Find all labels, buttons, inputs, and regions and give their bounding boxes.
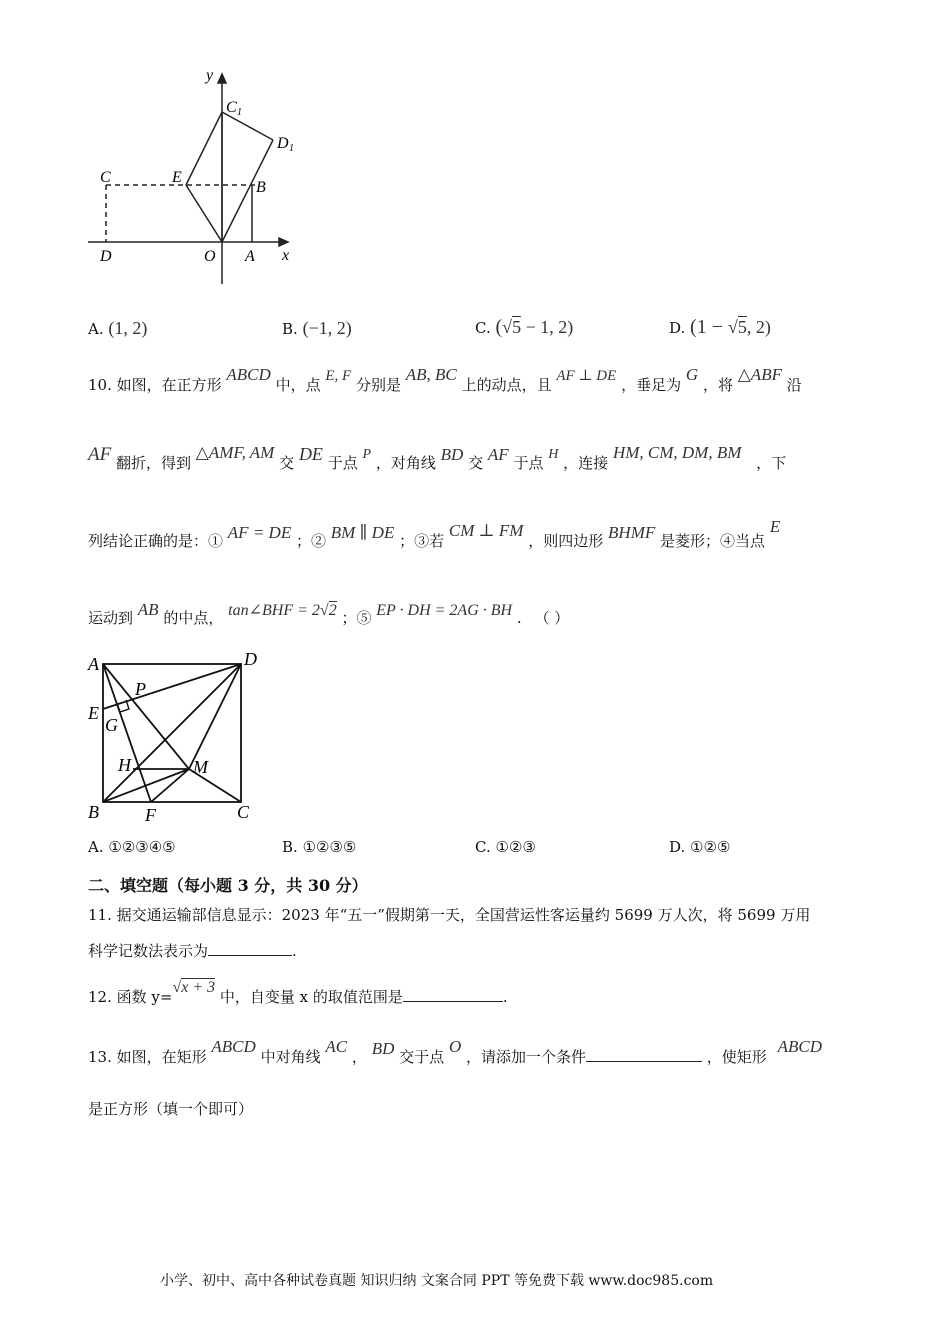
math-ab-bc: AB, BC [405, 365, 457, 384]
fig2-label-p: P [135, 679, 146, 699]
option-value-post: − 1, 2) [521, 317, 574, 337]
option-label: B. [282, 320, 298, 338]
q11-line2: 科学记数法表示为 . [88, 942, 297, 960]
math-tan: tan∠BHF = 2√2 [228, 602, 337, 619]
math-abcd: ABCD [226, 365, 271, 384]
fig1-label-x: x [282, 247, 290, 264]
figure-square-abcd [82, 645, 272, 825]
fig1-label-c: C [100, 169, 111, 186]
option-radicand: 5 [737, 317, 747, 337]
q13-answer-blank[interactable] [586, 1047, 702, 1062]
q9-option-b[interactable] [282, 318, 352, 339]
math-abcd: ABCD [211, 1037, 256, 1056]
option-value: (−1, 2) [302, 318, 352, 338]
fig2-label-f: F [145, 805, 156, 825]
math-lines: HM, CM, DM, BM [612, 443, 742, 462]
fig2-label-c: C [237, 802, 250, 822]
fig2-label-a: A [88, 654, 99, 674]
math-de: DE [298, 444, 323, 464]
q11-answer-blank[interactable] [208, 941, 292, 956]
q10-line4: 运动到 AB 的中点， tan∠BHF = 2√2 ；⑤ EP · DH = 2AG · BH . （ ） [88, 600, 570, 627]
math-ab: AB [137, 600, 159, 619]
math-conclusion-3: CM ⊥ FM [448, 521, 524, 540]
math-af-2: AF [487, 445, 509, 464]
q10-option-b[interactable]: B. ①②③⑤ [282, 838, 357, 856]
math-triangle-abf: △ABF [737, 365, 782, 384]
fig1-label-e: E [172, 169, 182, 186]
q13-line1: 13. 如图，在矩形 ABCD 中对角线 AC ， BD 交于点 O ，请添加一个条件 ，使矩形 ABCD [88, 1037, 822, 1066]
math-e: E [769, 517, 781, 536]
math-abcd-2: ABCD [777, 1037, 822, 1056]
fig2-label-g: G [105, 715, 118, 735]
q9-option-a[interactable] [88, 318, 147, 339]
q9-option-c[interactable]: C. (√5 − 1, 2) [475, 316, 574, 338]
math-conclusion-5: EP · DH = 2AG · BH [376, 602, 513, 619]
fig1-label-c1: C [226, 99, 237, 116]
math-o: O [448, 1037, 462, 1056]
math-bhmf: BHMF [608, 523, 656, 542]
math-ac: AC [325, 1037, 348, 1056]
fig1-label-d1: D [277, 135, 289, 152]
math-ef: E, F [325, 368, 352, 384]
math-p: P [362, 447, 372, 462]
option-radicand: 5 [512, 317, 522, 337]
footer-text: 小学、初中、高中各种试卷真题 知识归纳 文案合同 PPT 等免费下载 www.doc985.com [160, 1273, 714, 1289]
math-conclusion-2: BM ∥ DE [330, 523, 395, 542]
option-value-post: , 2) [746, 317, 771, 337]
q11-line1: 11. 据交通运输部信息显示：2023 年“五一”假期第一天，全国营运性客运量约 5699 万人次，将 5699 万用 [88, 906, 811, 924]
math-g: G [685, 365, 699, 384]
math-conclusion-1: AF = DE [227, 523, 292, 542]
option-value: (1, 2) [108, 318, 148, 338]
math-h: H [548, 447, 559, 462]
q9-option-d[interactable]: D. (1 − √5, 2) [669, 316, 771, 338]
q10-line1: 10. 如图，在正方形 ABCD 中，点 E, F 分别是 AB, BC 上的动点，且 AF ⊥ DE ，垂足为 G ，将 △ABF 沿 [88, 365, 802, 394]
fig1-label-y: y [206, 67, 214, 84]
q13-line2: 是正方形（填一个即可） [88, 1100, 254, 1118]
option-label: A. [88, 320, 104, 338]
fig1-label-b: B [256, 179, 266, 196]
fig2-label-b: B [88, 802, 99, 822]
option-value-pre: (1 − [690, 316, 728, 338]
math-bd: BD [440, 445, 464, 464]
q10-line3: 列结论正确的是：① AF = DE ；② BM ∥ DE ；③若 CM ⊥ FM ，则四边形 BHMF 是菱形；④当点 E [88, 517, 781, 550]
fig2-label-d: D [244, 649, 257, 669]
fig1-label-a: A [245, 248, 255, 265]
fig2-label-e: E [88, 703, 99, 723]
q12-line: 12. 函数 y=√x + 3 中，自变量 x 的取值范围是 . [88, 979, 508, 1006]
math-af: AF [88, 444, 112, 465]
math-bd: BD [371, 1039, 395, 1058]
fig1-label-o: O [204, 248, 216, 265]
q10-option-c[interactable]: C. ①②③ [475, 838, 536, 856]
option-label: C. [475, 319, 491, 337]
q10-option-a[interactable]: A. ①②③④⑤ [88, 838, 176, 856]
section-heading: 二、填空题（每小题 3 分，共 30 分） [88, 876, 368, 895]
option-value-pre: ( [495, 316, 503, 338]
option-label: D. [669, 319, 686, 337]
math-triangle-amf: △AMF, AM [195, 443, 275, 462]
math-af-perp-de: AF ⊥ DE [556, 368, 617, 384]
math-sqrt-x-plus-3: √x + 3 [172, 979, 216, 996]
fig2-label-h: H [118, 755, 131, 775]
q12-answer-blank[interactable] [403, 987, 503, 1002]
fig1-label-d1-sub: 1 [289, 143, 294, 154]
fig1-label-d: D [100, 248, 112, 265]
fig2-label-m: M [193, 757, 208, 777]
q10-line2: AF 翻折，得到 △AMF, AM 交 DE 于点 P ，对角线 BD 交 AF 于点 H ，连接 HM, CM, DM, BM ，下 [88, 443, 787, 472]
fig1-label-c1-sub: 1 [237, 107, 242, 118]
q10-option-d[interactable]: D. ①②⑤ [669, 838, 731, 856]
figure-rhombus-coordinate [80, 62, 310, 292]
